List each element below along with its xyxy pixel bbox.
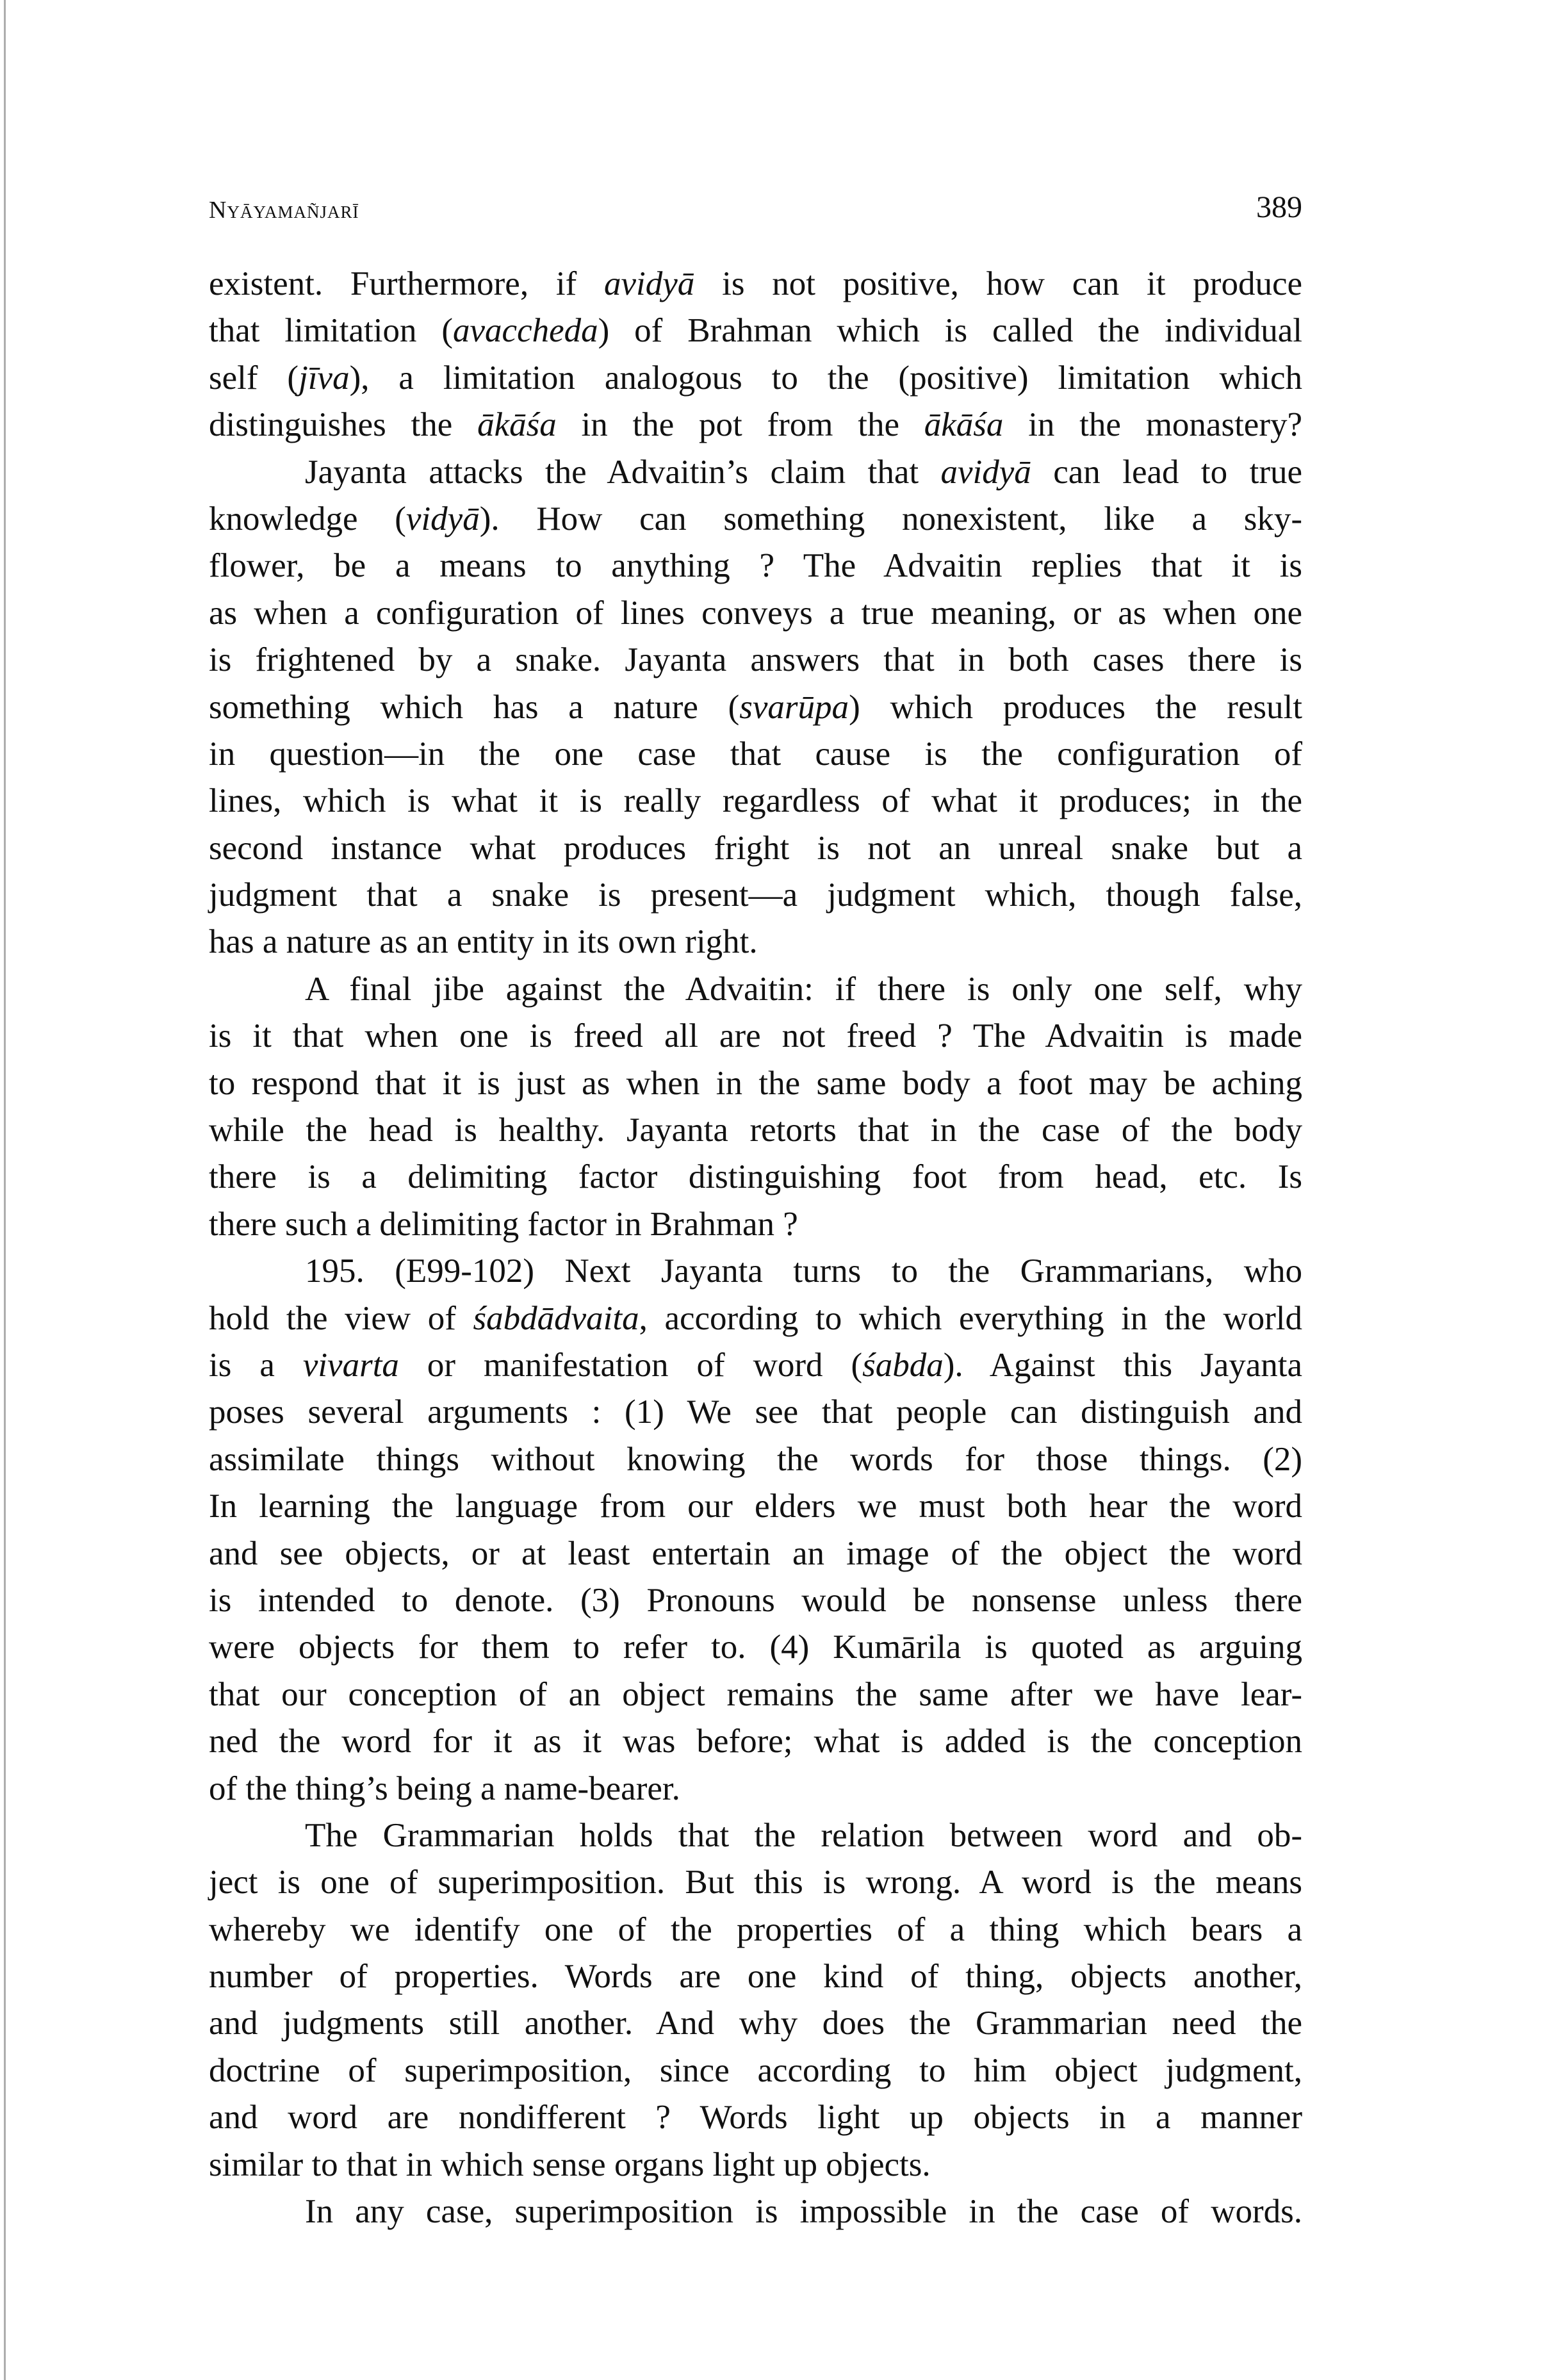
text-line: A final jibe against the Advaitin: if there is only one self, why bbox=[305, 970, 1302, 1008]
text-line: there such a delimiting factor in Brahman ? bbox=[209, 1205, 798, 1243]
body-text bbox=[209, 261, 1302, 2235]
text-line: doctrine of superimposition, since according to him object judgment, bbox=[209, 2051, 1302, 2089]
text-line: ject is one of superimposition. But this is wrong. A word is the means bbox=[209, 1864, 1302, 1901]
paragraph bbox=[209, 449, 1302, 966]
italic-term: śabda bbox=[862, 1346, 944, 1384]
text-line: something which has a nature (svarūpa) which produces the result bbox=[209, 688, 1303, 726]
text-line: is frightened by a snake. Jayanta answers that in both cases there is bbox=[209, 641, 1302, 679]
paragraph bbox=[209, 1812, 1302, 2188]
italic-term: ākāśa bbox=[924, 406, 1004, 444]
text-line: has a nature as an entity in its own right. bbox=[209, 923, 758, 961]
text-line: The Grammarian holds that the relation between word and ob- bbox=[305, 1816, 1302, 1854]
text-line: distinguishes the ākāśa in the pot from the ākāśa in the monastery? bbox=[209, 406, 1302, 444]
text-line: is a vivarta or manifestation of word (śabda). Against this Jayanta bbox=[209, 1346, 1302, 1384]
text-line: judgment that a snake is present—a judgment which, though false, bbox=[209, 876, 1302, 914]
text-line: whereby we identify one of the properties of a thing which bears a bbox=[209, 1910, 1302, 1948]
text-line: in question—in the one case that cause is the configuration of bbox=[209, 735, 1302, 773]
text-line: hold the view of śabdādvaita, according to which everything in the world bbox=[209, 1299, 1303, 1337]
italic-term: avidyā bbox=[940, 453, 1031, 491]
text-line: while the head is healthy. Jayanta retorts that in the case of the body bbox=[209, 1112, 1302, 1149]
text-line: is it that when one is freed all are not freed ? The Advaitin is made bbox=[209, 1017, 1302, 1055]
text-line: of the thing’s being a name-bearer. bbox=[209, 1769, 680, 1807]
text-line: were objects for them to refer to. (4) Kumārila is quoted as arguing bbox=[209, 1629, 1302, 1666]
italic-term: avaccheda bbox=[453, 312, 598, 350]
paragraph bbox=[209, 261, 1302, 449]
italic-term: avidyā bbox=[604, 265, 695, 302]
text-line: and judgments still another. And why does the Grammarian need the bbox=[209, 2005, 1302, 2042]
text-line: similar to that in which sense organs light up objects. bbox=[209, 2146, 931, 2183]
italic-term: śabdādvaita bbox=[473, 1299, 639, 1337]
text-line: ned the word for it as it was before; what is added is the conception bbox=[209, 1723, 1302, 1760]
text-line: existent. Furthermore, if avidyā is not positive, how can it produce bbox=[209, 265, 1302, 302]
italic-term: vidyā bbox=[405, 500, 480, 538]
text-line: poses several arguments : (1) We see that people can distinguish and bbox=[209, 1393, 1302, 1431]
text-line: second instance what produces fright is not an unreal snake but a bbox=[209, 829, 1302, 867]
paragraph bbox=[209, 1248, 1302, 1812]
text-line: and word are nondifferent ? Words light up objects in a manner bbox=[209, 2099, 1302, 2137]
text-line: In learning the language from our elders we must both hear the word bbox=[209, 1488, 1302, 1525]
text-line: Jayanta attacks the Advaitin’s claim that avidyā can lead to true bbox=[305, 453, 1302, 491]
text-line: flower, be a means to anything ? The Advaitin replies that it is bbox=[209, 547, 1302, 585]
text-line: 195. (E99-102) Next Jayanta turns to the Grammarians, who bbox=[305, 1252, 1302, 1290]
text-line: and see objects, or at least entertain an image of the object the word bbox=[209, 1534, 1302, 1572]
text-line: that our conception of an object remains the same after we have lear- bbox=[209, 1675, 1302, 1713]
page-number: 389 bbox=[1256, 190, 1302, 224]
italic-term: svarūpa bbox=[739, 688, 849, 726]
text-line: knowledge (vidyā). How can something nonexistent, like a sky- bbox=[209, 500, 1302, 538]
italic-term: jīva bbox=[299, 359, 350, 397]
paragraph bbox=[209, 2188, 1302, 2235]
italic-term: vivarta bbox=[302, 1346, 399, 1384]
paragraph bbox=[209, 966, 1302, 1248]
text-line: there is a delimiting factor distinguishing foot from head, etc. Is bbox=[209, 1158, 1302, 1196]
text-line: that limitation (avaccheda) of Brahman which is called the individual bbox=[209, 312, 1302, 350]
text-line: to respond that it is just as when in the same body a foot may be aching bbox=[209, 1064, 1302, 1102]
italic-term: ākāśa bbox=[477, 406, 557, 444]
running-head: Nyāyamañjarī bbox=[209, 197, 359, 224]
text-line: In any case, superimposition is impossible in the case of words. bbox=[305, 2193, 1302, 2231]
text-line: number of properties. Words are one kind of thing, objects another, bbox=[209, 1958, 1302, 1996]
scan-margin-line bbox=[4, 0, 6, 2380]
text-line: assimilate things without knowing the words for those things. (2) bbox=[209, 1440, 1302, 1478]
text-line: self (jīva), a limitation analogous to the (positive) limitation which bbox=[209, 359, 1302, 397]
text-line: is intended to denote. (3) Pronouns would be nonsense unless there bbox=[209, 1581, 1302, 1619]
text-line: as when a configuration of lines conveys a true meaning, or as when one bbox=[209, 594, 1302, 632]
text-line: lines, which is what it is really regardless of what it produces; in the bbox=[209, 782, 1302, 820]
page-header bbox=[209, 190, 1302, 228]
